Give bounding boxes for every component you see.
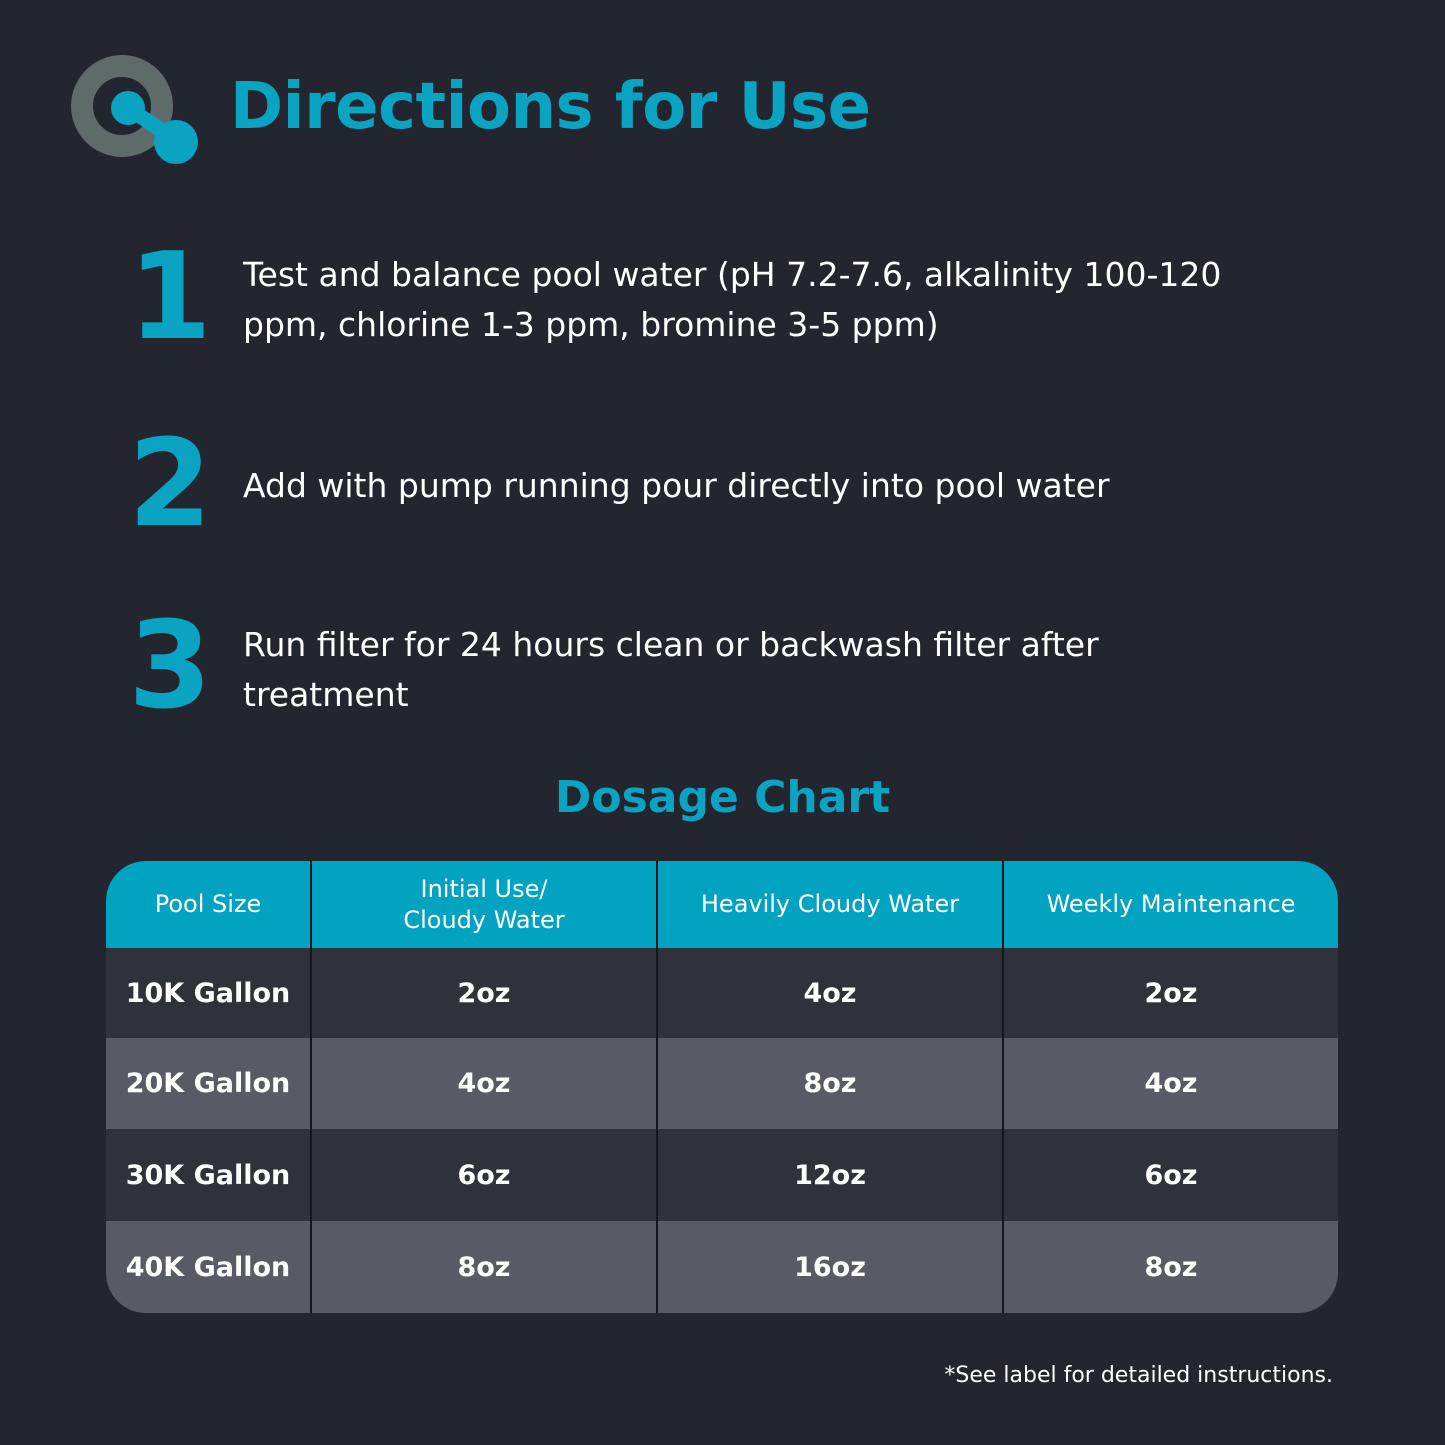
dosage-cell: 8oz [311,1221,657,1313]
dosage-cell: 6oz [1003,1129,1338,1221]
table-row [106,1038,1338,1129]
page-title: Directions for Use [230,70,871,144]
step-number: 3 [128,597,212,736]
step-text: Test and balance pool water (pH 7.2-7.6, alkalinity 100-120 ppm, chlorine 1-3 ppm, bromine 3-5 ppm) [243,255,1222,344]
table-row [106,948,1338,1038]
dosage-cell: 4oz [657,948,1003,1038]
column-header-pool-size: Pool Size [106,861,311,948]
pool-size-cell: 20K Gallon [106,1038,311,1129]
dosage-cell: 4oz [1003,1038,1338,1129]
dosage-cell: 4oz [311,1038,657,1129]
dosage-cell: 16oz [657,1221,1003,1313]
footnote: *See label for detailed instructions. [944,1363,1333,1388]
step-number: 1 [128,228,212,367]
step-3 [120,597,1320,737]
dosage-cell: 12oz [657,1129,1003,1221]
step-2 [120,415,1320,555]
dosage-cell: 2oz [311,948,657,1038]
step-text: Add with pump running pour directly into pool water [243,466,1110,505]
column-header-weekly-maintenance: Weekly Maintenance [1003,861,1338,948]
pool-size-cell: 30K Gallon [106,1129,311,1221]
dosage-chart-title: Dosage Chart [554,772,891,823]
pool-size-cell: 40K Gallon [106,1221,311,1313]
column-header-initial-use: Initial Use/ Cloudy Water [311,861,657,948]
step-number: 2 [128,415,212,554]
step-text: Run filter for 24 hours clean or backwash filter after treatment [243,625,1099,714]
dosage-cell: 6oz [311,1129,657,1221]
dosage-table [106,861,1338,1313]
brand-logo-icon [64,50,204,165]
step-1 [120,228,1320,368]
column-header-heavily-cloudy: Heavily Cloudy Water [657,861,1003,948]
pool-size-cell: 10K Gallon [106,948,311,1038]
dosage-cell: 2oz [1003,948,1338,1038]
dosage-cell: 8oz [657,1038,1003,1129]
table-row [106,1221,1338,1313]
dosage-cell: 8oz [1003,1221,1338,1313]
table-row [106,1129,1338,1221]
